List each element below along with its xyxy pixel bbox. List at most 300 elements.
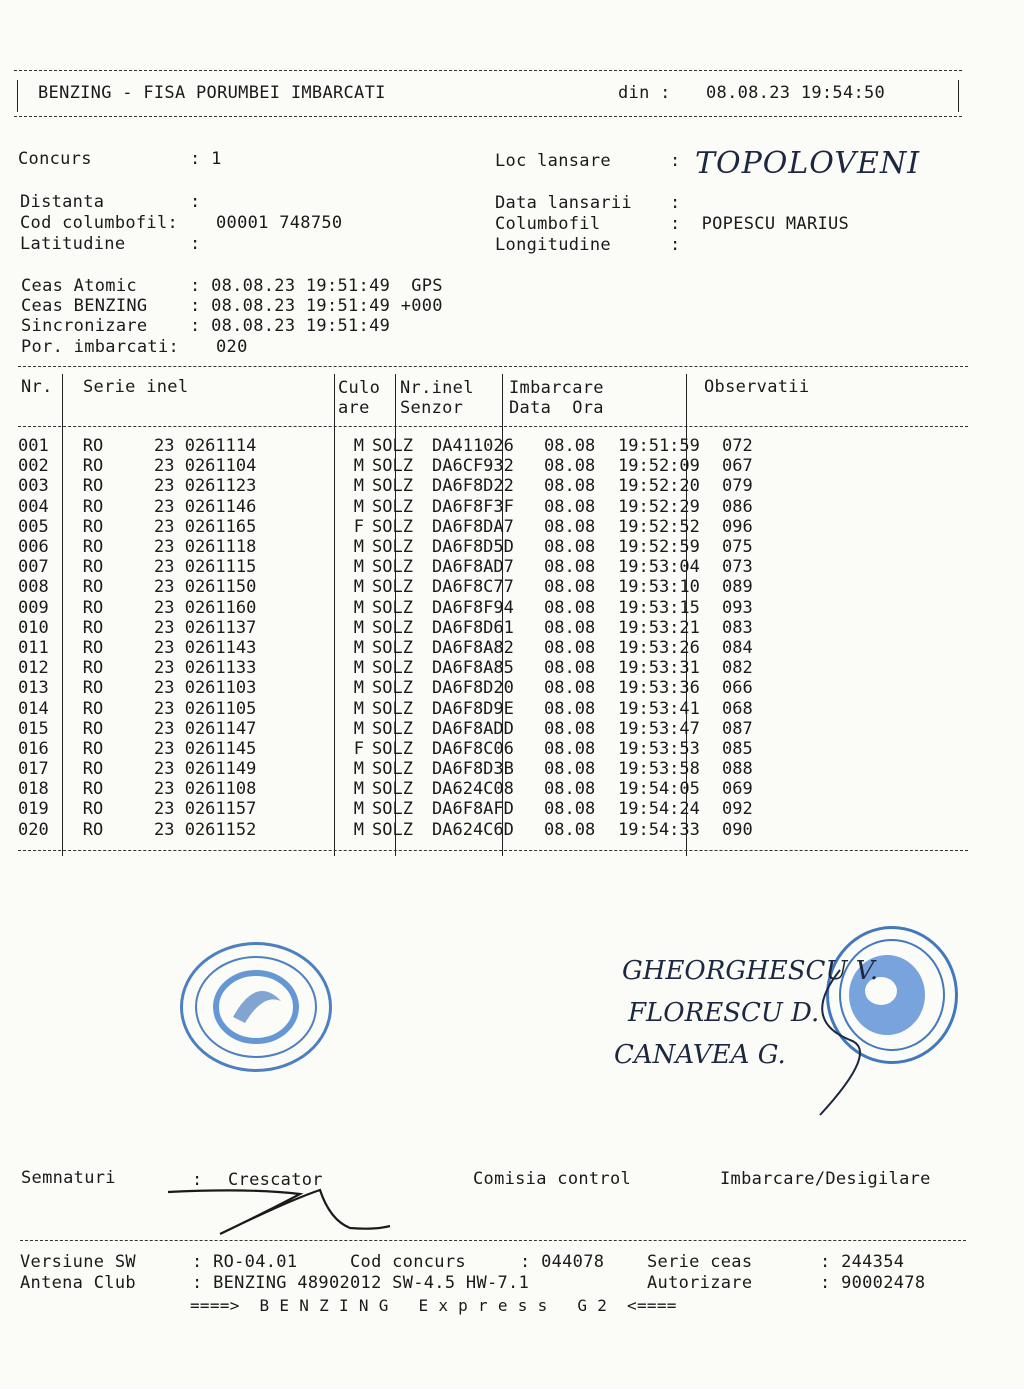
row-observatii: 072 — [722, 436, 753, 457]
row-embark — [540, 799, 722, 819]
longitudine-value: : — [670, 235, 681, 255]
distanta-value: : — [190, 192, 201, 212]
row-date: 08.08 — [544, 637, 596, 658]
data-lansarii-value: : — [670, 193, 681, 213]
table-row — [18, 678, 782, 698]
row-observatii: 069 — [722, 779, 753, 800]
row-sex: M — [353, 698, 364, 719]
row-observatii: 090 — [722, 819, 753, 840]
row-ring: 23 0261165 — [154, 516, 257, 537]
table-row — [18, 739, 782, 759]
table-top-rule — [18, 366, 968, 367]
row-sensor: DA6F8D5D — [432, 537, 514, 558]
row-embark — [540, 476, 722, 496]
row-country: RO — [82, 557, 104, 578]
row-sex: M — [353, 637, 364, 658]
row-date: 08.08 — [544, 759, 596, 780]
row-observatii: 073 — [722, 557, 753, 578]
row-ring-number — [124, 779, 372, 799]
row-date: 08.08 — [544, 456, 596, 477]
row-nr: 013 — [18, 678, 49, 699]
loc-lansare-label: Loc lansare — [495, 151, 611, 171]
row-time: 19:53:10 — [618, 577, 700, 598]
row-time: 19:53:15 — [618, 597, 700, 618]
row-sensor: DA6F8A82 — [432, 637, 514, 658]
row-time: 19:51:59 — [618, 436, 700, 457]
row-date: 08.08 — [544, 557, 596, 578]
col-header-nrinel-1: Nr.inel — [400, 378, 474, 398]
row-date: 08.08 — [544, 819, 596, 840]
row-date: 08.08 — [544, 718, 596, 739]
row-ring-number — [124, 698, 372, 718]
row-ring-number — [124, 497, 372, 517]
row-nr: 014 — [18, 698, 49, 719]
row-sex: M — [353, 496, 364, 517]
antena-club-value: : BENZING 48902012 SW-4.5 HW-7.1 — [192, 1273, 530, 1293]
row-color: SOLZ — [372, 799, 413, 820]
row-color: SOLZ — [372, 557, 413, 578]
row-country: RO — [82, 617, 104, 638]
row-sensor: DA624C6D — [432, 819, 514, 840]
table-row — [18, 658, 782, 678]
semnaturi-sep: : — [192, 1170, 203, 1190]
row-sensor: DA6F8D9E — [432, 698, 514, 719]
row-embark — [540, 779, 722, 799]
row-color: SOLZ — [372, 698, 413, 719]
row-time: 19:53:53 — [618, 738, 700, 759]
row-sensor: DA6F8C77 — [432, 577, 514, 598]
col-header-imbarcare-1: Imbarcare — [509, 378, 604, 398]
signature-name-2: FLORESCU D. — [628, 998, 820, 1028]
autorizare-label: Autorizare — [647, 1273, 753, 1293]
row-sensor: DA6F8D3B — [432, 759, 514, 780]
row-color: SOLZ — [372, 658, 413, 679]
row-nr: 006 — [18, 537, 49, 558]
loc-lansare-handwritten: TOPOLOVENI — [695, 146, 921, 181]
row-nr: 004 — [18, 496, 49, 517]
row-date: 08.08 — [544, 738, 596, 759]
table-row — [18, 577, 782, 597]
row-ring-number — [124, 598, 372, 618]
table-row — [18, 476, 782, 496]
row-sex: M — [353, 799, 364, 820]
row-nr: 008 — [18, 577, 49, 598]
row-ring-number — [124, 678, 372, 698]
concurs-value: : 1 — [190, 149, 222, 169]
row-date: 08.08 — [544, 799, 596, 820]
row-nr: 005 — [18, 516, 49, 537]
row-sensor: DA6F8D61 — [432, 617, 514, 638]
pigeon-table — [18, 436, 782, 840]
row-sensor: DA6F8AD7 — [432, 557, 514, 578]
row-ring-number — [124, 456, 372, 476]
sincronizare-value: : 08.08.23 19:51:49 — [190, 316, 391, 336]
row-country: RO — [82, 718, 104, 739]
row-ring: 23 0261104 — [154, 456, 257, 477]
crescator-signature — [160, 1170, 400, 1240]
row-sensor: DA6F8D22 — [432, 476, 514, 497]
row-country: RO — [82, 658, 104, 679]
sincronizare-label: Sincronizare — [21, 316, 148, 336]
versiune-sw-value: : RO-04.01 — [192, 1252, 298, 1272]
col-header-imbarcare-2: Data Ora — [509, 398, 604, 418]
ceas-atomic-label: Ceas Atomic — [21, 276, 137, 296]
row-time: 19:52:29 — [618, 496, 700, 517]
row-embark — [540, 719, 722, 739]
table-bottom-rule — [18, 850, 968, 851]
benzing-banner: ====> B E N Z I N G E x p r e s s G 2 <==== — [190, 1296, 677, 1315]
row-color: SOLZ — [372, 718, 413, 739]
cod-columbofil-value: 00001 748750 — [216, 213, 343, 233]
row-color: SOLZ — [372, 678, 413, 699]
distanta-label: Distanta — [20, 192, 105, 212]
row-date: 08.08 — [544, 496, 596, 517]
row-observatii: 085 — [722, 738, 753, 759]
cod-concurs-value: : 044078 — [520, 1252, 605, 1272]
row-embark — [540, 537, 722, 557]
row-color: SOLZ — [372, 456, 413, 477]
table-row — [18, 759, 782, 779]
row-embark — [540, 517, 722, 537]
stamp-left — [180, 942, 332, 1072]
row-nr: 009 — [18, 597, 49, 618]
loc-lansare-sep: : — [670, 151, 681, 171]
row-sensor: DA6F8ADD — [432, 718, 514, 739]
table-row — [18, 517, 782, 537]
row-date: 08.08 — [544, 597, 596, 618]
cod-concurs-label: Cod concurs — [350, 1252, 466, 1272]
row-country: RO — [82, 577, 104, 598]
row-nr: 015 — [18, 718, 49, 739]
commission-signature-scribble — [780, 960, 890, 1120]
row-nr: 019 — [18, 799, 49, 820]
row-sex: M — [353, 476, 364, 497]
row-nr: 002 — [18, 456, 49, 477]
comisia-control-label: Comisia control — [473, 1169, 632, 1189]
signature-name-3: CANAVEA G. — [614, 1040, 786, 1070]
row-country: RO — [82, 779, 104, 800]
row-observatii: 083 — [722, 617, 753, 638]
row-sex: M — [353, 819, 364, 840]
row-sex: M — [353, 557, 364, 578]
row-date: 08.08 — [544, 678, 596, 699]
row-country: RO — [82, 799, 104, 820]
concurs-label: Concurs — [18, 149, 92, 169]
row-country: RO — [82, 738, 104, 759]
por-imbarcati-value: 020 — [216, 337, 248, 357]
header-top-rule — [14, 70, 962, 71]
semnaturi-label: Semnaturi — [21, 1168, 116, 1188]
row-ring-number — [124, 618, 372, 638]
row-embark — [540, 820, 722, 840]
row-color: SOLZ — [372, 577, 413, 598]
row-country: RO — [82, 759, 104, 780]
versiune-sw-label: Versiune SW — [20, 1252, 136, 1272]
row-date: 08.08 — [544, 476, 596, 497]
col-header-culoare-2: are — [338, 398, 370, 418]
signature-name-1: GHEORGHESCU V. — [622, 956, 879, 986]
row-embark — [540, 678, 722, 698]
row-ring: 23 0261118 — [154, 537, 257, 558]
row-embark — [540, 456, 722, 476]
row-ring-number — [124, 476, 372, 496]
row-country: RO — [82, 456, 104, 477]
row-embark — [540, 759, 722, 779]
row-embark — [540, 698, 722, 718]
por-imbarcati-label: Por. imbarcati: — [21, 337, 180, 357]
row-sensor: DA6CF932 — [432, 456, 514, 477]
row-nr: 017 — [18, 759, 49, 780]
row-sensor: DA411026 — [432, 436, 514, 457]
row-country: RO — [82, 698, 104, 719]
row-time: 19:53:36 — [618, 678, 700, 699]
row-color: SOLZ — [372, 738, 413, 759]
row-observatii: 067 — [722, 456, 753, 477]
row-nr: 018 — [18, 779, 49, 800]
table-row — [18, 497, 782, 517]
row-sex: F — [353, 516, 364, 537]
header-right-rule — [958, 80, 959, 112]
table-row — [18, 638, 782, 658]
row-observatii: 089 — [722, 577, 753, 598]
ceas-benzing-label: Ceas BENZING — [21, 296, 148, 316]
row-date: 08.08 — [544, 658, 596, 679]
row-ring-number — [124, 517, 372, 537]
col-header-serie: Serie inel — [83, 377, 189, 397]
row-country: RO — [82, 637, 104, 658]
row-ring-number — [124, 436, 372, 456]
row-country: RO — [82, 436, 104, 457]
row-time: 19:53:31 — [618, 658, 700, 679]
footer-rule — [20, 1240, 966, 1241]
row-time: 19:52:52 — [618, 516, 700, 537]
row-date: 08.08 — [544, 577, 596, 598]
row-observatii: 082 — [722, 658, 753, 679]
row-sensor: DA624C08 — [432, 779, 514, 800]
table-row — [18, 820, 782, 840]
serie-ceas-label: Serie ceas — [647, 1252, 753, 1272]
row-sex: M — [353, 759, 364, 780]
row-time: 19:53:21 — [618, 617, 700, 638]
table-row — [18, 436, 782, 456]
table-header-rule — [18, 426, 968, 427]
row-time: 19:53:26 — [618, 637, 700, 658]
row-date: 08.08 — [544, 779, 596, 800]
row-sex: M — [353, 718, 364, 739]
row-sex: M — [353, 577, 364, 598]
cod-columbofil-label: Cod columbofil: — [20, 213, 179, 233]
row-embark — [540, 436, 722, 456]
table-row — [18, 537, 782, 557]
row-ring-number — [124, 739, 372, 759]
row-embark — [540, 618, 722, 638]
row-date: 08.08 — [544, 516, 596, 537]
row-country: RO — [82, 537, 104, 558]
header-left-rule — [17, 80, 18, 112]
row-ring: 23 0261103 — [154, 678, 257, 699]
table-row — [18, 456, 782, 476]
row-sex: M — [353, 658, 364, 679]
row-observatii: 096 — [722, 516, 753, 537]
row-ring-number — [124, 759, 372, 779]
row-color: SOLZ — [372, 617, 413, 638]
row-ring: 23 0261157 — [154, 799, 257, 820]
page-title: BENZING - FISA PORUMBEI IMBARCATI — [38, 83, 386, 103]
row-time: 19:54:05 — [618, 779, 700, 800]
row-observatii: 084 — [722, 637, 753, 658]
ceas-benzing-value: : 08.08.23 19:51:49 +000 — [190, 296, 443, 316]
row-country: RO — [82, 678, 104, 699]
row-date: 08.08 — [544, 537, 596, 558]
printout-datetime: 08.08.23 19:54:50 — [706, 83, 886, 103]
row-ring: 23 0261123 — [154, 476, 257, 497]
table-row — [18, 779, 782, 799]
row-sex: M — [353, 779, 364, 800]
row-country: RO — [82, 496, 104, 517]
row-embark — [540, 497, 722, 517]
row-sensor: DA6F8A85 — [432, 658, 514, 679]
row-ring: 23 0261146 — [154, 496, 257, 517]
row-country: RO — [82, 597, 104, 618]
row-time: 19:53:41 — [618, 698, 700, 719]
row-observatii: 068 — [722, 698, 753, 719]
row-date: 08.08 — [544, 698, 596, 719]
row-color: SOLZ — [372, 496, 413, 517]
col-header-nr: Nr. — [21, 377, 53, 397]
autorizare-value: : 90002478 — [820, 1273, 926, 1293]
stamp-left-emblem — [183, 945, 329, 1069]
row-time: 19:53:47 — [618, 718, 700, 739]
row-ring: 23 0261143 — [154, 637, 257, 658]
row-sex: M — [353, 537, 364, 558]
row-sensor: DA6F8DA7 — [432, 516, 514, 537]
row-ring: 23 0261114 — [154, 436, 257, 457]
row-ring: 23 0261115 — [154, 557, 257, 578]
table-row — [18, 698, 782, 718]
row-color: SOLZ — [372, 597, 413, 618]
columbofil-label: Columbofil — [495, 214, 601, 234]
col-header-observatii: Observatii — [704, 377, 810, 397]
row-sex: M — [353, 678, 364, 699]
row-embark — [540, 739, 722, 759]
row-observatii: 086 — [722, 496, 753, 517]
row-ring-number — [124, 799, 372, 819]
row-embark — [540, 557, 722, 577]
row-time: 19:52:20 — [618, 476, 700, 497]
serie-ceas-value: : 244354 — [820, 1252, 905, 1272]
row-ring-number — [124, 658, 372, 678]
col-header-culoare-1: Culo — [338, 378, 381, 398]
row-time: 19:54:24 — [618, 799, 700, 820]
row-color: SOLZ — [372, 759, 413, 780]
row-date: 08.08 — [544, 617, 596, 638]
row-color: SOLZ — [372, 637, 413, 658]
din-label: din : — [618, 83, 671, 103]
row-ring: 23 0261133 — [154, 658, 257, 679]
latitudine-label: Latitudine — [20, 234, 126, 254]
row-color: SOLZ — [372, 779, 413, 800]
row-time: 19:52:09 — [618, 456, 700, 477]
row-ring-number — [124, 557, 372, 577]
row-sex: M — [353, 436, 364, 457]
row-ring: 23 0261137 — [154, 617, 257, 638]
crescator-label: Crescator — [228, 1170, 323, 1190]
row-country: RO — [82, 516, 104, 537]
table-row — [18, 557, 782, 577]
imbarcare-desigilare-label: Imbarcare/Desigilare — [720, 1169, 931, 1189]
row-observatii: 079 — [722, 476, 753, 497]
row-embark — [540, 638, 722, 658]
row-sex: M — [353, 456, 364, 477]
row-sensor: DA6F8C06 — [432, 738, 514, 759]
row-nr: 020 — [18, 819, 49, 840]
row-color: SOLZ — [372, 476, 413, 497]
row-nr: 010 — [18, 617, 49, 638]
row-country: RO — [82, 819, 104, 840]
row-nr: 016 — [18, 738, 49, 759]
row-observatii: 087 — [722, 718, 753, 739]
row-sensor: DA6F8F3F — [432, 496, 514, 517]
row-ring: 23 0261145 — [154, 738, 257, 759]
row-time: 19:54:33 — [618, 819, 700, 840]
row-embark — [540, 577, 722, 597]
row-observatii: 088 — [722, 759, 753, 780]
row-nr: 007 — [18, 557, 49, 578]
row-ring: 23 0261150 — [154, 577, 257, 598]
row-nr: 012 — [18, 658, 49, 679]
row-nr: 011 — [18, 637, 49, 658]
row-observatii: 066 — [722, 678, 753, 699]
row-color: SOLZ — [372, 819, 413, 840]
longitudine-label: Longitudine — [495, 235, 611, 255]
row-embark — [540, 598, 722, 618]
columbofil-value: : POPESCU MARIUS — [670, 214, 850, 234]
row-ring-number — [124, 820, 372, 840]
row-embark — [540, 658, 722, 678]
antena-club-label: Antena Club — [20, 1273, 136, 1293]
row-ring: 23 0261152 — [154, 819, 257, 840]
row-ring-number — [124, 719, 372, 739]
row-observatii: 075 — [722, 537, 753, 558]
row-sensor: DA6F8AFD — [432, 799, 514, 820]
table-row — [18, 799, 782, 819]
row-time: 19:53:58 — [618, 759, 700, 780]
row-ring-number — [124, 638, 372, 658]
header-bottom-rule — [14, 116, 962, 117]
row-color: SOLZ — [372, 516, 413, 537]
row-observatii: 093 — [722, 597, 753, 618]
row-ring-number — [124, 577, 372, 597]
row-color: SOLZ — [372, 436, 413, 457]
latitudine-value: : — [190, 234, 201, 254]
row-sensor: DA6F8D20 — [432, 678, 514, 699]
row-sex: M — [353, 597, 364, 618]
row-country: RO — [82, 476, 104, 497]
row-color: SOLZ — [372, 537, 413, 558]
row-nr: 001 — [18, 436, 49, 457]
row-time: 19:53:04 — [618, 557, 700, 578]
col-header-nrinel-2: Senzor — [400, 398, 464, 418]
row-sex: M — [353, 617, 364, 638]
row-date: 08.08 — [544, 436, 596, 457]
row-time: 19:52:59 — [618, 537, 700, 558]
row-nr: 003 — [18, 476, 49, 497]
data-lansarii-label: Data lansarii — [495, 193, 632, 213]
row-ring: 23 0261147 — [154, 718, 257, 739]
table-row — [18, 598, 782, 618]
row-ring: 23 0261108 — [154, 779, 257, 800]
row-sensor: DA6F8F94 — [432, 597, 514, 618]
